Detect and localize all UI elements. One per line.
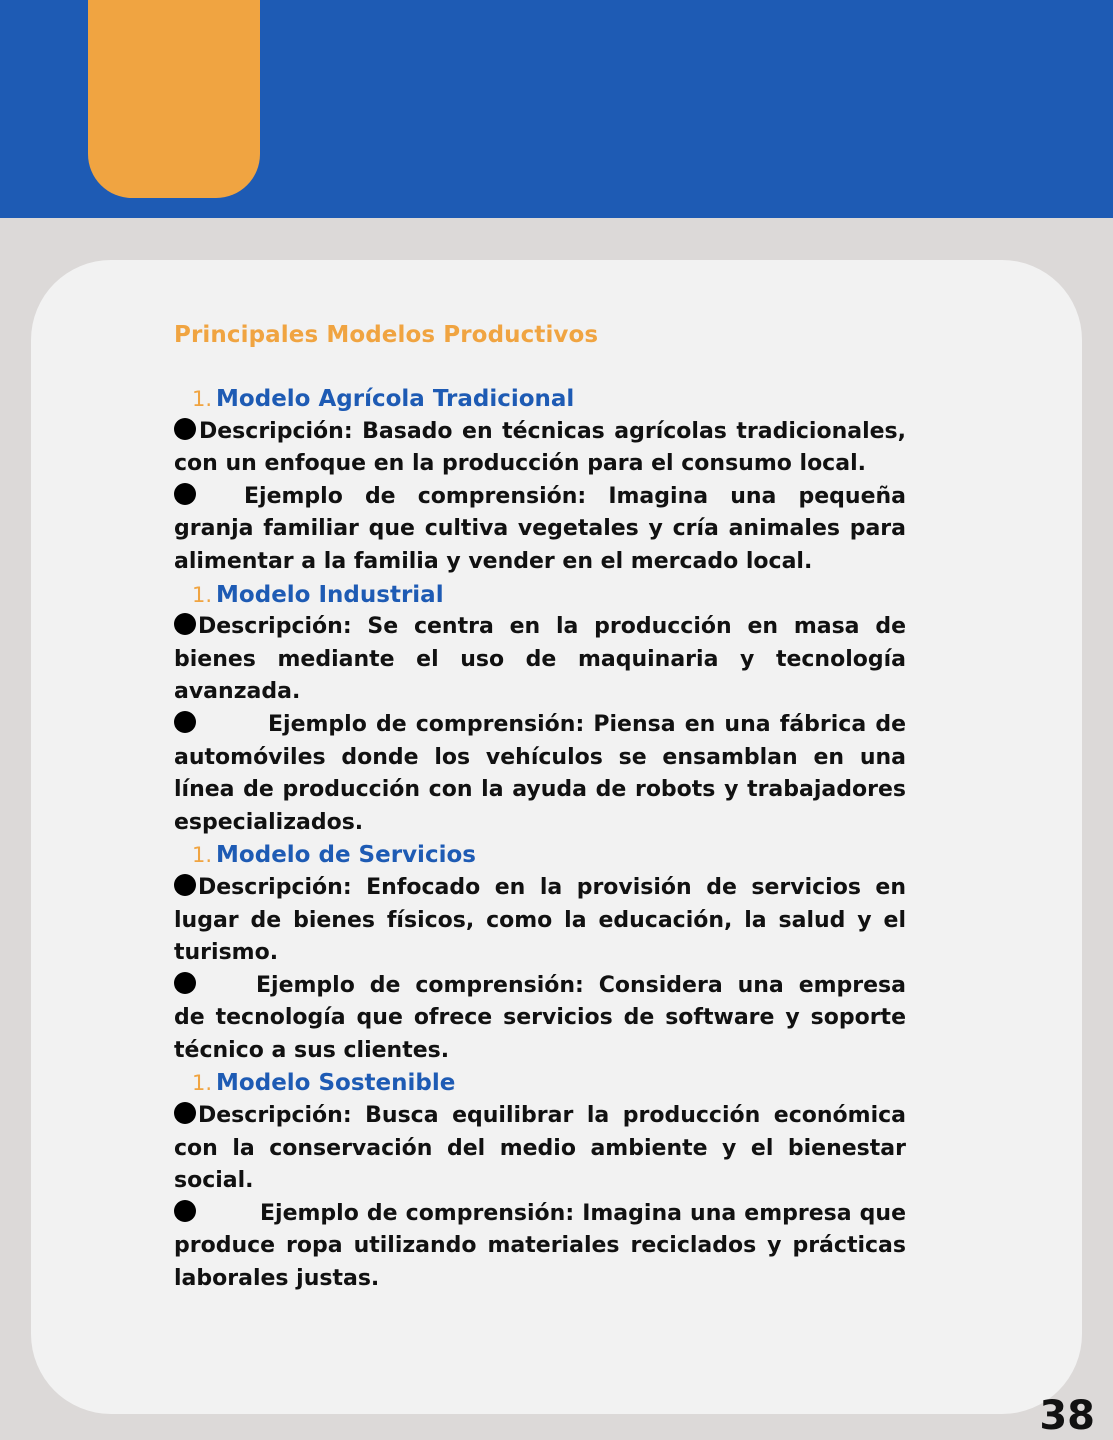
example-text: Ejemplo de comprensión: Piensa en una fábrica de automóviles donde los vehículos se ensamblan en una línea de producción con la ayuda de robots y trabajadores especializados. [174,711,906,835]
bullet-icon [174,1200,196,1222]
list-number: 1. [192,843,213,868]
bullet-icon [174,874,196,896]
description-text: Descripción: Se centra en la producción en masa de bienes mediante el uso de maquinaria y tecnología avanzada. [174,614,906,705]
description-paragraph [174,416,906,481]
section-title: Modelo Industrial [216,581,444,608]
example-paragraph [174,970,906,1068]
section-sostenible [174,1067,906,1295]
section-heading [174,383,906,416]
bullet-icon [174,613,196,635]
section-agricola [174,383,906,579]
list-number: 1. [192,1071,213,1096]
list-number: 1. [192,387,213,411]
bullet-icon [174,711,196,733]
section-heading [174,1067,906,1100]
page-title: Principales Modelos Productivos [174,322,599,348]
bullet-icon [174,418,196,440]
page-number: 38 [1039,1393,1095,1439]
section-heading [174,579,906,612]
section-industrial [174,579,906,840]
description-text: Descripción: Busca equilibrar la producción económica con la conservación del medio ambiente y el bienestar social. [174,1103,906,1194]
section-servicios [174,839,906,1067]
description-paragraph [174,1100,906,1198]
list-number: 1. [192,582,213,607]
description-paragraph [174,611,906,709]
example-paragraph [174,481,906,579]
example-paragraph [174,709,906,839]
section-title: Modelo Agrícola Tradicional [216,386,575,412]
bullet-icon [174,483,196,505]
example-text: Ejemplo de comprensión: Considera una empresa de tecnología que ofrece servicios de software y soporte técnico a sus clientes. [174,972,906,1063]
bullet-icon [174,972,196,994]
section-title: Modelo Sostenible [216,1070,456,1097]
example-text: Ejemplo de comprensión: Imagina una empresa que produce ropa utilizando materiales reciclados y prácticas laborales justas. [174,1200,906,1292]
example-text: Ejemplo de comprensión: Imagina una pequeña granja familiar que cultiva vegetales y cría animales para alimentar a la familia y vender en el mercado local. [174,483,906,574]
example-paragraph [174,1198,906,1296]
section-heading [174,839,906,872]
description-paragraph [174,872,906,970]
description-text: Descripción: Basado en técnicas agrícolas tradicionales, con un enfoque en la producción para el consumo local. [174,418,906,477]
description-text: Descripción: Enfocado en la provisión de servicios en lugar de bienes físicos, como la educación, la salud y el turismo. [174,874,906,966]
content-area [174,318,906,1296]
bullet-icon [174,1102,196,1124]
section-title: Modelo de Servicios [216,842,476,869]
orange-tab-decoration [88,0,260,198]
